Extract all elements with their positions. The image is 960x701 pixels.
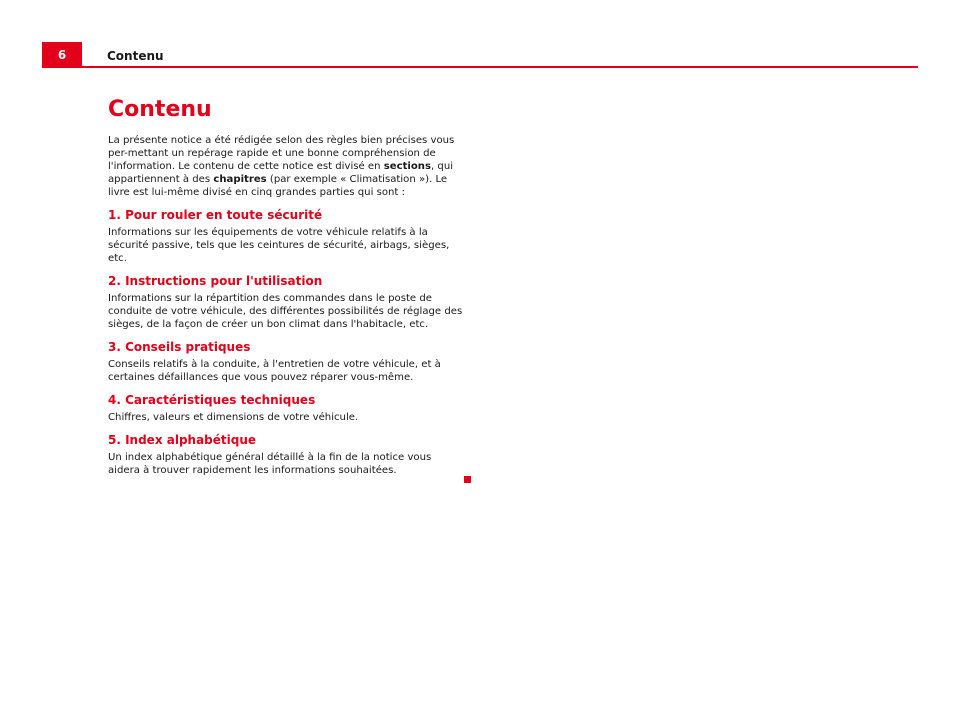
intro-bold-chapitres: chapitres (213, 174, 267, 185)
section-heading: 4. Caractéristiques techniques (108, 393, 316, 407)
intro-text-3: (par exemple « Climatisation »). Le livre est lui-même divisé en cinq grandes parties qui sont : (108, 174, 448, 198)
section-heading: 5. Index alphabétique (108, 433, 257, 447)
section-body: Informations sur les équipements de votre véhicule relatifs à la sécurité passive, tels que les ceintures de sécurité, airbags, sièges, etc. (108, 227, 450, 264)
section-heading: 2. Instructions pour l'utilisation (108, 274, 323, 288)
section-body: Informations sur la répartition des commandes dans le poste de conduite de votre véhicule, des différentes possibilités de réglage des sièges, de la façon de créer un bon climat dans l'habitacle, etc. (108, 293, 463, 330)
header-rule (82, 66, 918, 68)
intro-paragraph (108, 134, 466, 199)
intro-bold-sections: sections (383, 161, 432, 172)
section-body: Un index alphabétique général détaillé à la fin de la notice vous aidera à trouver rapidement les informations souhaitées. (108, 452, 432, 476)
page-title: Contenu (108, 97, 212, 122)
section-body: Conseils relatifs à la conduite, à l'entretien de votre véhicule, et à certaines défaillances que vous pouvez réparer vous-même. (108, 359, 441, 383)
running-header-title: Contenu (107, 49, 164, 63)
section-heading: 1. Pour rouler en toute sécurité (108, 208, 323, 222)
intro-text-2: , qui appartiennent à des (108, 161, 454, 185)
intro-text-1: La présente notice a été rédigée selon des règles bien précises vous per-mettant un repérage rapide et une bonne compréhension de l'information. Le contenu de cette notice est divisé en (108, 135, 455, 172)
content-column (108, 96, 466, 477)
page-number: 6 (42, 42, 82, 68)
section-heading: 3. Conseils pratiques (108, 340, 251, 354)
end-of-section-marker-icon (464, 476, 471, 483)
section-body: Chiffres, valeurs et dimensions de votre véhicule. (108, 412, 359, 423)
